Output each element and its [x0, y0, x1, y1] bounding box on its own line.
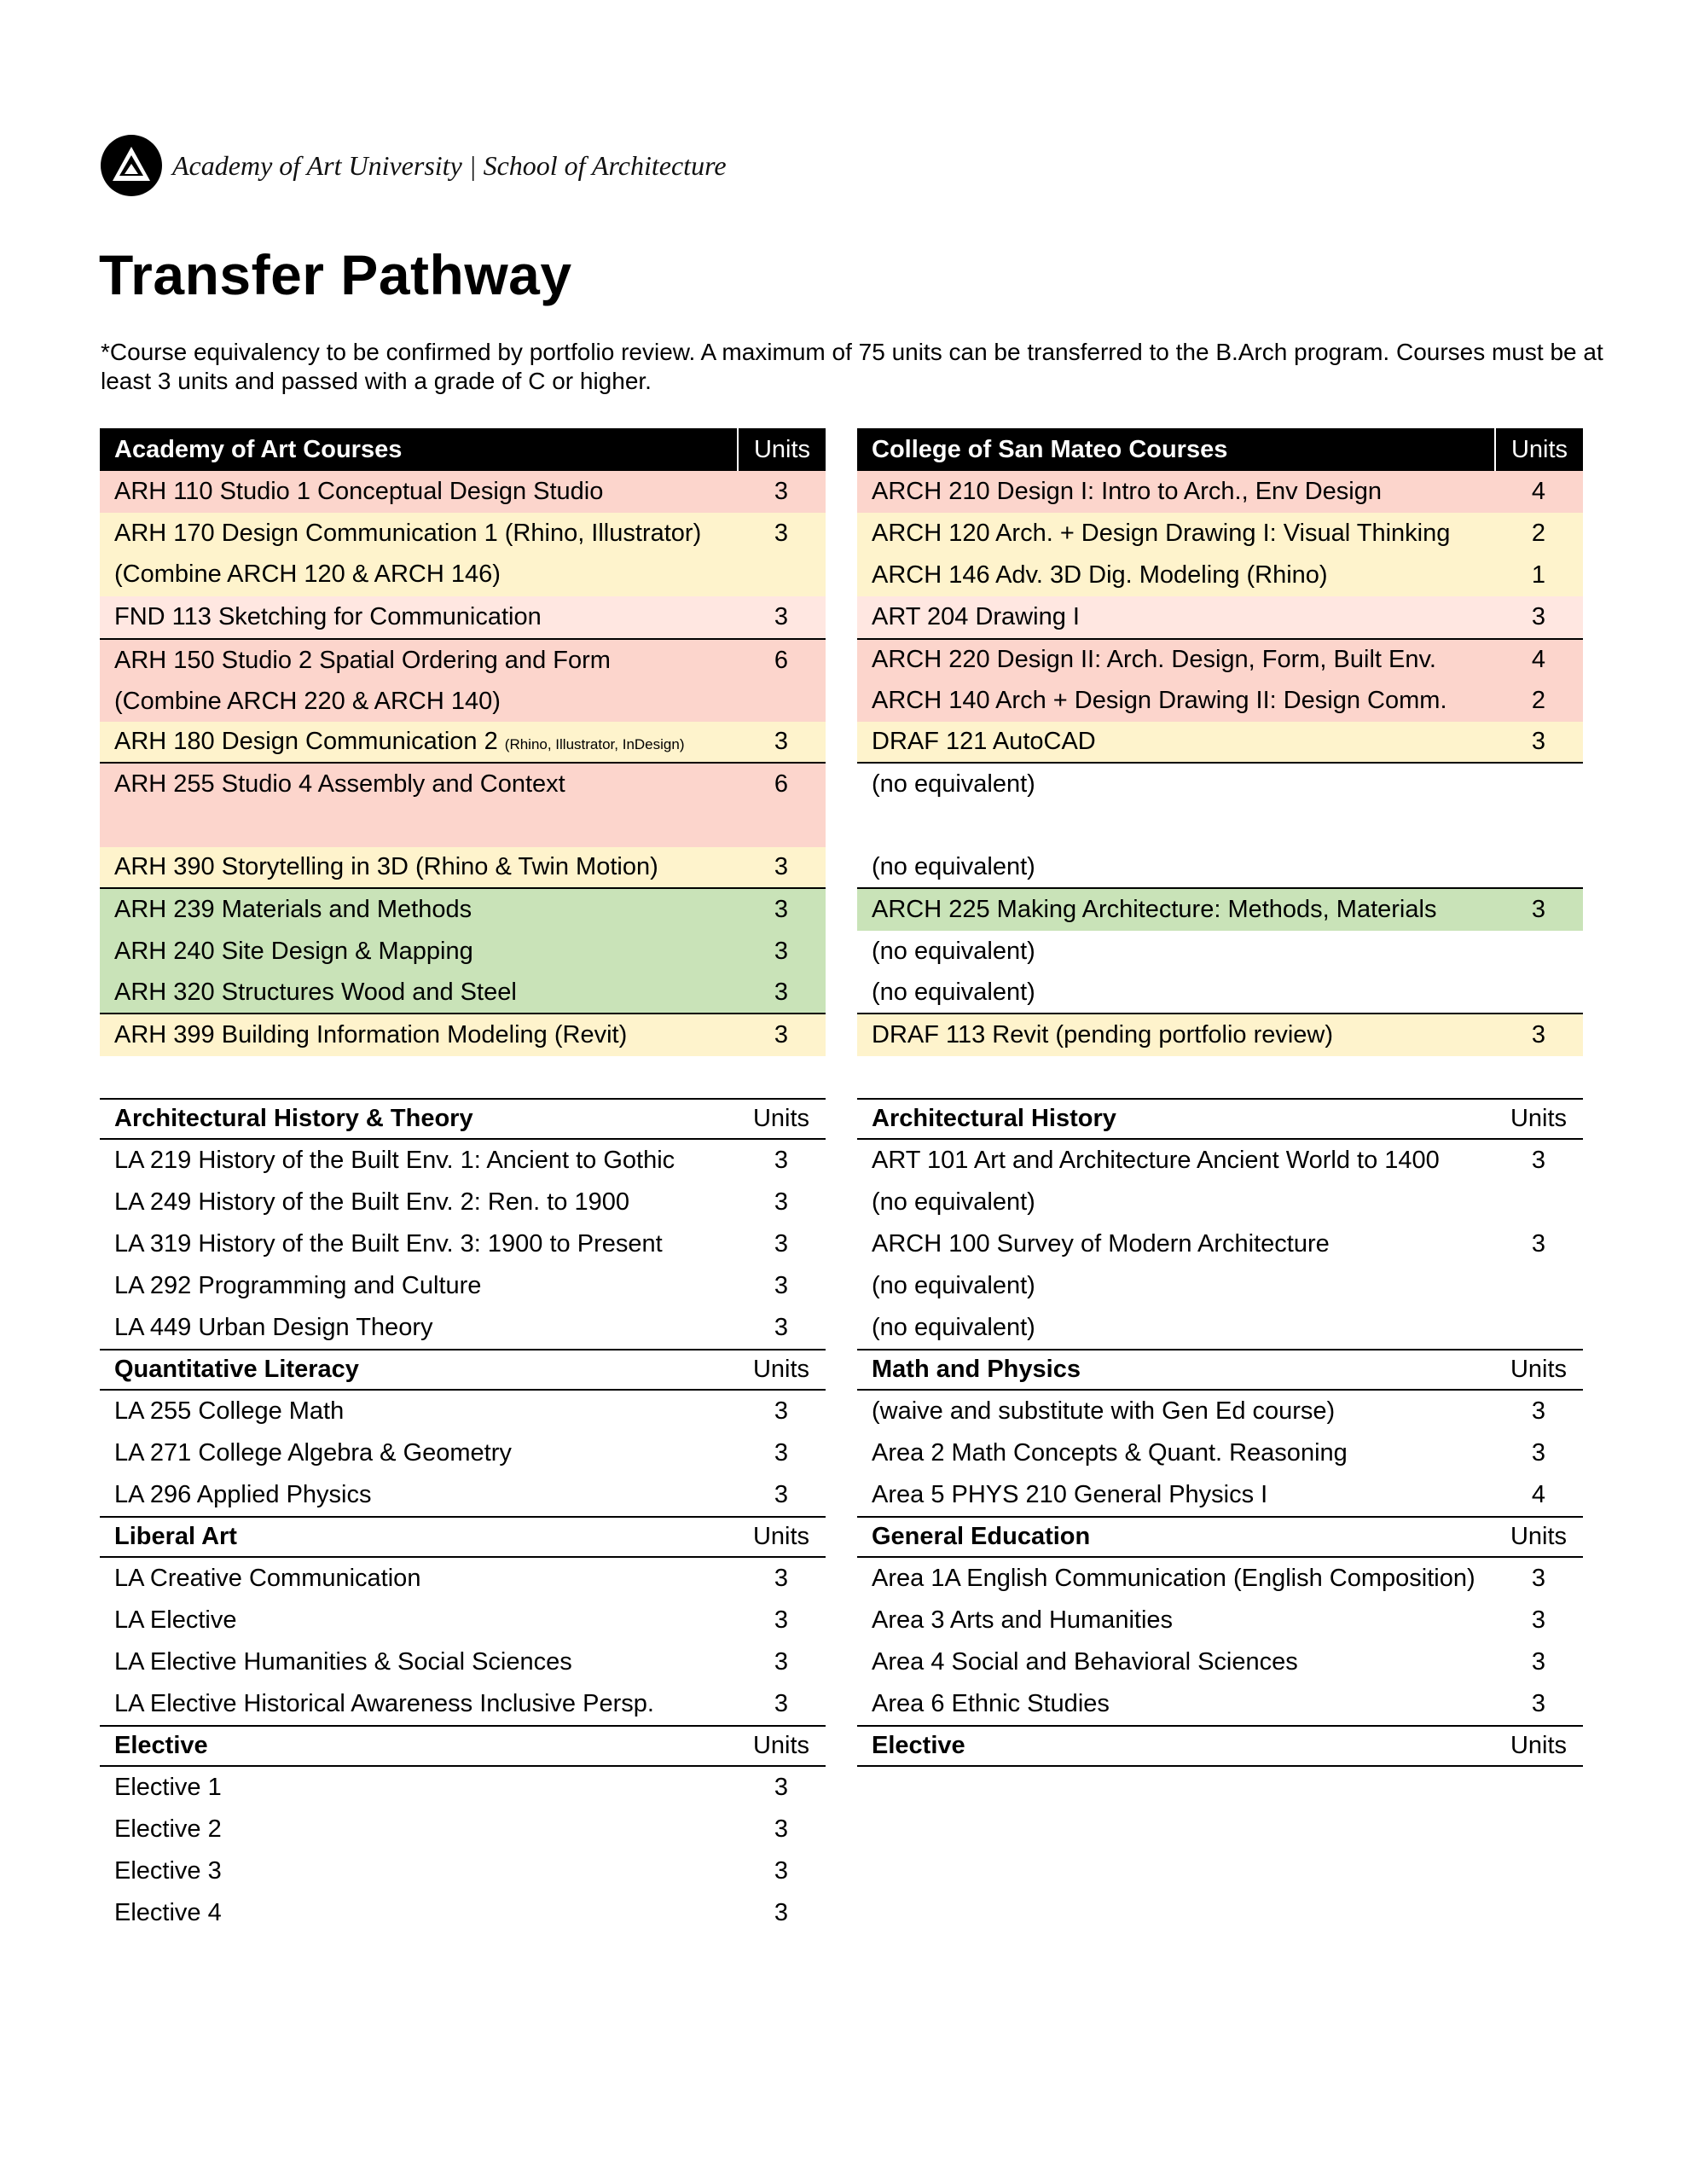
table-row: [857, 1641, 1583, 1683]
course-units: 3: [774, 896, 789, 923]
section-header: [100, 1725, 826, 1767]
course-units: 3: [774, 1815, 789, 1843]
course-name: ARH 170 Design Communication 1 (Rhino, Illustrator): [114, 520, 702, 547]
table-row: [100, 1223, 826, 1265]
academy-general-sections: [100, 1098, 826, 1934]
table-row: [100, 513, 826, 596]
table-row: [100, 1391, 826, 1432]
course-units: 3: [774, 728, 789, 755]
course-name: LA 219 History of the Built Env. 1: Ancient to Gothic: [114, 1147, 675, 1174]
table-row: [857, 1391, 1583, 1432]
column-header-units: Units: [737, 428, 826, 471]
table-row: [100, 1683, 826, 1725]
page-header: [101, 135, 727, 196]
course-name: Area 2 Math Concepts & Quant. Reasoning: [872, 1439, 1348, 1467]
course-units: 3: [1531, 728, 1546, 755]
section-title: Math and Physics: [872, 1356, 1081, 1383]
course-name: (no equivalent): [872, 1188, 1035, 1216]
section-header: [857, 1516, 1583, 1558]
table-row: [100, 847, 826, 889]
course-units: 3: [774, 1774, 789, 1801]
course-name: (no equivalent): [872, 853, 1035, 880]
course-name: ARCH 120 Arch. + Design Drawing I: Visual Thinking: [872, 520, 1451, 547]
table-row: [100, 1558, 826, 1600]
course-name: LA Elective Humanities & Social Sciences: [114, 1648, 572, 1676]
table-row: [857, 931, 1583, 973]
course-name: FND 113 Sketching for Communication: [114, 603, 542, 630]
san-mateo-general-sections: [857, 1098, 1583, 1767]
course-units: 3: [774, 1606, 789, 1634]
course-name: ARH 320 Structures Wood and Steel: [114, 979, 517, 1006]
table-row: [100, 1014, 826, 1056]
course-name: ARCH 210 Design I: Intro to Arch., Env Design: [872, 478, 1382, 505]
table-row: [857, 1140, 1583, 1182]
table-row: [100, 1767, 826, 1809]
course-units: 2: [1531, 687, 1546, 714]
san-mateo-courses-table: [857, 428, 1583, 1056]
course-units: 6: [774, 770, 789, 798]
section-title: Architectural History: [872, 1105, 1116, 1132]
course-units: 3: [1531, 1021, 1546, 1048]
course-name: LA 296 Applied Physics: [114, 1481, 372, 1508]
course-units: 3: [774, 520, 789, 547]
course-units: 3: [774, 979, 789, 1006]
table-header: [100, 428, 826, 471]
table-row: [857, 513, 1583, 555]
transfer-note: *Course equivalency to be confirmed by portfolio review. A maximum of 75 units can be transferred to the B.Arch program. Courses must be at least 3 units and passed with a grade of C or higher.: [101, 339, 1603, 394]
table-row: [857, 1307, 1583, 1349]
course-units: 3: [1531, 896, 1546, 923]
table-row: [857, 638, 1583, 680]
course-units: 3: [1531, 1147, 1546, 1174]
section-header: [100, 1098, 826, 1140]
table-row: [100, 1600, 826, 1641]
table-row: [100, 1641, 826, 1683]
table-row: [857, 1182, 1583, 1223]
table-row: [857, 1265, 1583, 1307]
table-row: [857, 889, 1583, 931]
course-units: 3: [774, 1439, 789, 1467]
course-name: ARH 110 Studio 1 Conceptual Design Studio: [114, 478, 604, 505]
section-title: Elective: [872, 1732, 965, 1759]
course-units: 3: [1531, 1648, 1546, 1676]
course-units: 3: [1531, 1439, 1546, 1467]
course-name: ARH 399 Building Information Modeling (Revit): [114, 1021, 628, 1048]
column-header-units: Units: [1510, 1523, 1568, 1550]
course-name: (waive and substitute with Gen Ed course): [872, 1397, 1336, 1425]
course-name: LA 249 History of the Built Env. 2: Ren. to 1900: [114, 1188, 629, 1216]
table-row: [100, 638, 826, 722]
course-name: ARCH 146 Adv. 3D Dig. Modeling (Rhino): [872, 561, 1328, 589]
column-header-units: Units: [1510, 1105, 1568, 1132]
table-row: [100, 1432, 826, 1474]
column-header-units: Units: [752, 1356, 810, 1383]
course-units: 3: [774, 1648, 789, 1676]
column-header-courses: College of San Mateo Courses: [872, 435, 1228, 463]
course-name: ARH 150 Studio 2 Spatial Ordering and Form: [114, 647, 611, 674]
course-units: 3: [774, 938, 789, 965]
course-name: ARH 390 Storytelling in 3D (Rhino & Twin Motion): [114, 853, 658, 880]
table-row: [100, 973, 826, 1014]
course-units: 3: [1531, 1606, 1546, 1634]
course-units: 2: [1531, 520, 1546, 547]
course-name: ARCH 140 Arch + Design Drawing II: Design Comm.: [872, 687, 1447, 714]
course-units: 3: [774, 1314, 789, 1341]
section-header: [857, 1349, 1583, 1391]
course-name: Area 4 Social and Behavioral Sciences: [872, 1648, 1298, 1676]
section-title: Quantitative Literacy: [114, 1356, 359, 1383]
course-units: 3: [774, 1857, 789, 1885]
course-name: LA Elective Historical Awareness Inclusive Persp.: [114, 1690, 654, 1717]
course-units: 3: [1531, 603, 1546, 630]
table-row: [100, 1474, 826, 1516]
course-units: 3: [774, 1690, 789, 1717]
section-title: Elective: [114, 1732, 208, 1759]
course-name: DRAF 113 Revit (pending portfolio review): [872, 1021, 1334, 1048]
table-row: [100, 471, 826, 513]
course-name: ART 204 Drawing I: [872, 603, 1080, 630]
course-units: 6: [774, 647, 789, 674]
course-name: (no equivalent): [872, 938, 1035, 965]
table-row: [100, 1140, 826, 1182]
course-units: 1: [1531, 561, 1546, 589]
course-name: ARH 255 Studio 4 Assembly and Context: [114, 770, 565, 798]
course-name: Area 5 PHYS 210 General Physics I: [872, 1481, 1268, 1508]
course-units: 4: [1531, 478, 1546, 505]
course-name: LA 319 History of the Built Env. 3: 1900 to Present: [114, 1230, 663, 1258]
course-name: Elective 1: [114, 1774, 222, 1801]
course-units: 3: [774, 1272, 789, 1299]
table-row: [100, 931, 826, 973]
course-units: 3: [1531, 1690, 1546, 1717]
table-row: [857, 1600, 1583, 1641]
course-units: 3: [774, 1565, 789, 1592]
column-header-units: Units: [1494, 428, 1583, 471]
course-units: 3: [774, 1147, 789, 1174]
table-row: [857, 1683, 1583, 1725]
table-row: [857, 847, 1583, 889]
table-row: [100, 1307, 826, 1349]
course-name: ARH 240 Site Design & Mapping: [114, 938, 473, 965]
section-header: [100, 1516, 826, 1558]
course-name: (no equivalent): [872, 979, 1035, 1006]
column-header-units: Units: [752, 1523, 810, 1550]
academy-courses-table: [100, 428, 826, 1056]
course-name: Elective 2: [114, 1815, 222, 1843]
course-name: Elective 4: [114, 1899, 222, 1926]
table-row: [100, 1182, 826, 1223]
section-header: [100, 1349, 826, 1391]
course-units: 3: [774, 1397, 789, 1425]
table-row: [857, 764, 1583, 847]
course-units: 3: [774, 853, 789, 880]
course-name: Elective 3: [114, 1857, 222, 1885]
table-row: [857, 1432, 1583, 1474]
table-row: [857, 596, 1583, 638]
course-units: 3: [1531, 1397, 1546, 1425]
table-row: [857, 680, 1583, 722]
section-header: [857, 1725, 1583, 1767]
table-row: [100, 764, 826, 847]
course-name: DRAF 121 AutoCAD: [872, 728, 1096, 755]
course-name: LA 255 College Math: [114, 1397, 345, 1425]
course-units: 3: [774, 1188, 789, 1216]
course-name: ARCH 100 Survey of Modern Architecture: [872, 1230, 1330, 1258]
column-header-units: Units: [752, 1105, 810, 1132]
table-row: [100, 1265, 826, 1307]
course-units: 3: [774, 1230, 789, 1258]
table-row: [100, 722, 826, 764]
table-row: [100, 1809, 826, 1850]
course-name: Area 3 Arts and Humanities: [872, 1606, 1174, 1634]
course-units: 4: [1531, 646, 1546, 673]
course-name: (no equivalent): [872, 770, 1035, 798]
table-row: [100, 1892, 826, 1934]
course-name: Area 1A English Communication (English Composition): [872, 1565, 1475, 1592]
table-row: [857, 471, 1583, 513]
course-name: LA 292 Programming and Culture: [114, 1272, 482, 1299]
course-name: LA 271 College Algebra & Geometry: [114, 1439, 512, 1467]
table-row: [100, 889, 826, 931]
course-units: 4: [1531, 1481, 1546, 1508]
course-units: 3: [774, 1021, 789, 1048]
course-units: 3: [774, 1899, 789, 1926]
course-name: LA Creative Communication: [114, 1565, 421, 1592]
table-row: [857, 1474, 1583, 1516]
course-name: Area 6 Ethnic Studies: [872, 1690, 1110, 1717]
table-row: [100, 596, 826, 638]
section-title: General Education: [872, 1523, 1091, 1550]
course-name: (no equivalent): [872, 1314, 1035, 1341]
org-name: Academy of Art University | School of Architecture: [172, 149, 727, 181]
course-units: 3: [774, 478, 789, 505]
course-units: 3: [774, 1481, 789, 1508]
course-name: LA Elective: [114, 1606, 237, 1634]
table-row: [857, 1223, 1583, 1265]
course-name: ARH 180 Design Communication 2: [114, 728, 505, 755]
table-row: [857, 973, 1583, 1014]
course-name: ART 101 Art and Architecture Ancient World to 1400: [872, 1147, 1440, 1174]
course-units: 3: [1531, 1565, 1546, 1592]
course-name: (no equivalent): [872, 1272, 1035, 1299]
column-header-units: Units: [752, 1732, 810, 1759]
column-header-courses: Academy of Art Courses: [114, 435, 403, 463]
course-name: ARH 239 Materials and Methods: [114, 896, 472, 923]
section-title: Liberal Art: [114, 1523, 237, 1550]
column-header-units: Units: [1510, 1356, 1568, 1383]
table-row: [100, 1850, 826, 1892]
course-name: ARCH 220 Design II: Arch. Design, Form, Built Env.: [872, 646, 1436, 673]
course-name: LA 449 Urban Design Theory: [114, 1314, 433, 1341]
table-row: [857, 1558, 1583, 1600]
university-logo-icon: [101, 135, 162, 196]
page-title: Transfer Pathway: [99, 243, 572, 306]
course-name: ARCH 225 Making Architecture: Methods, Materials: [872, 896, 1437, 923]
course-software-note: (Rhino, Illustrator, InDesign): [504, 736, 685, 752]
course-note: (Combine ARCH 120 & ARCH 146): [114, 561, 501, 588]
course-units: 3: [1531, 1230, 1546, 1258]
course-note: (Combine ARCH 220 & ARCH 140): [114, 688, 501, 715]
course-units: 3: [774, 603, 789, 630]
table-header: [857, 428, 1583, 471]
table-row: [857, 555, 1583, 596]
table-row: [857, 1014, 1583, 1056]
section-header: [857, 1098, 1583, 1140]
column-header-units: Units: [1510, 1732, 1568, 1759]
table-row: [857, 722, 1583, 764]
section-title: Architectural History & Theory: [114, 1105, 473, 1132]
